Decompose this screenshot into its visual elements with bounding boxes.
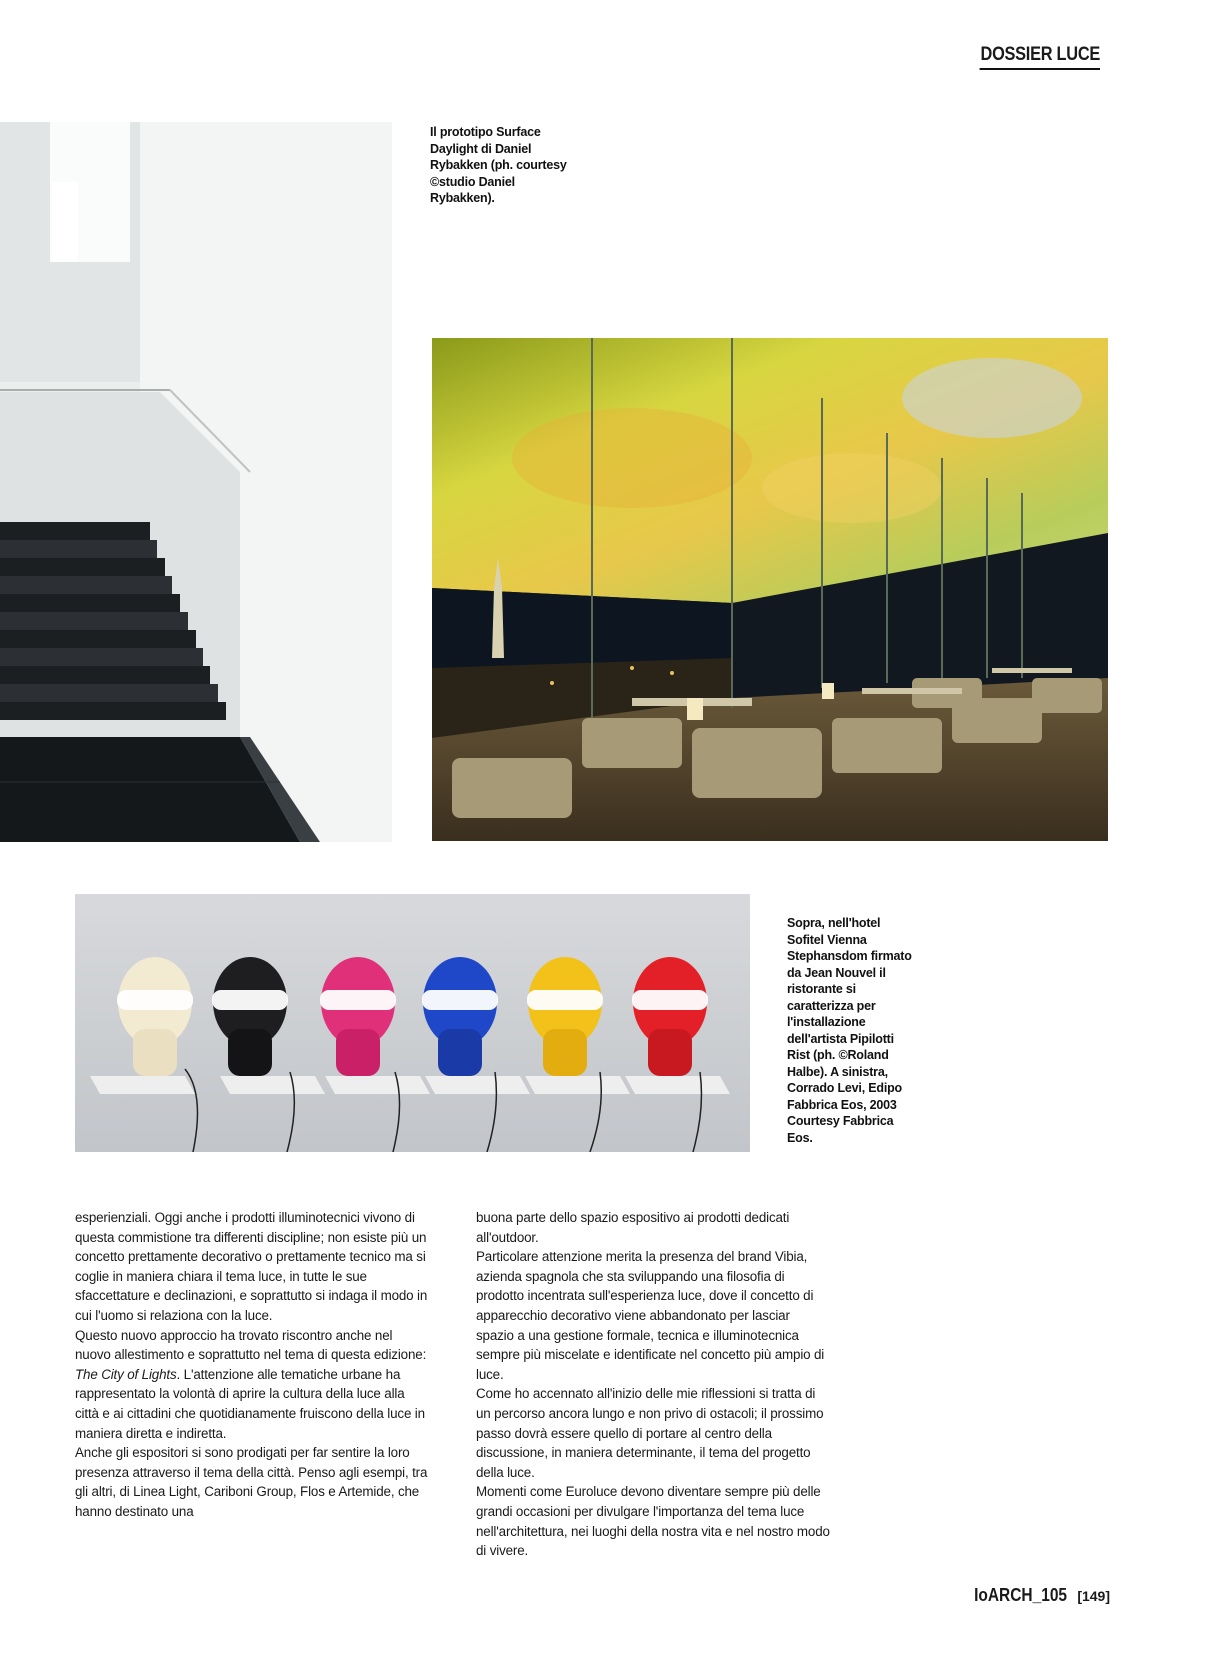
body-column-2 [476,1208,831,1561]
photo-heads [75,894,750,1152]
caption-side [787,915,917,1146]
paragraph-text: Questo nuovo approccio ha trovato riscontro anche nel nuovo allestimento e soprattutto nel tema di questa edizione: [75,1327,427,1363]
page-footer [959,1585,1110,1606]
caption-side-text: Sopra, nell'hotel Sofitel Vienna Stephansdom firmato da Jean Nouvel il ristorante si caratterizza per l'installazione dell'artista Pipilotti Rist (ph. ©Roland Halbe). A sinistra, Corrado Levi, Edipo Fabbrica Eos, 2003 Courtesy Fabbrica Eos. [787,916,912,1145]
paragraph-text: . L'attenzione alle tematiche urbane ha rappresentato la volontà di aprire la cultura della luce alla città e ai cittadini che quotidianamente fruiscono della luce in maniera diretta e indiretta. [75,1366,425,1441]
paragraph: Momenti come Euroluce devono diventare sempre più delle grandi occasioni per divulgare l'importanza del tema luce nell'architettura, nei luoghi della nostra vita e nel nostro modo di vivere. [476,1484,830,1559]
photo-restaurant [432,338,1108,841]
paragraph: Particolare attenzione merita la presenza del brand Vibia, azienda spagnola che sta sviluppando una filosofia di prodotto incentrata sull'esperienza luce, dove il concetto di apparecchio decorativo viene abbandonato per lasciar spazio a una gestione formale, tecnica e illuminotecnica sempre più miscelate e identificate nel concetto più ampio di luce. [476,1249,825,1382]
paragraph: buona parte dello spazio espositivo ai prodotti dedicati all'outdoor. [476,1210,790,1245]
magazine-issue: IoARCH_105 [974,1585,1068,1605]
caption-top-text: Il prototipo Surface Daylight di Daniel Rybakken (ph. courtesy ©studio Daniel Rybakken). [430,125,567,205]
body-column-1 [75,1208,430,1522]
paragraph: esperienziali. Oggi anche i prodotti illuminotecnici vivono di questa commistione tra differenti discipline; non esiste più un concetto prettamente decorativo o prettamente tecnico ma si coglie in maniera chiara il tema luce, in tutte le sue sfaccettature e declinazioni, e soprattutto si indaga il modo in cui l'uomo si relaziona con la luce. [75,1210,428,1323]
paragraph [75,1326,430,1444]
section-header: DOSSIER LUCE [980,44,1100,70]
photo-staircase [0,122,392,842]
paragraph: Anche gli espositori si sono prodigati per far sentire la loro presenza attraverso il tema della città. Penso agli esempi, tra gli altri, di Linea Light, Cariboni Group, Flos e Artemide, che hanno destinato una [75,1445,428,1519]
paragraph: Come ho accennato all'inizio delle mie riflessioni si tratta di un percorso ancora lungo e non privo di ostacoli; il prossimo passo dovrà essere quello di portare al centro della discussione, in maniera determinante, il tema del progetto della luce. [476,1386,824,1480]
caption-top [430,124,570,207]
page-number: [149] [1077,1588,1110,1604]
exhibition-title: The City of Lights [75,1366,177,1382]
